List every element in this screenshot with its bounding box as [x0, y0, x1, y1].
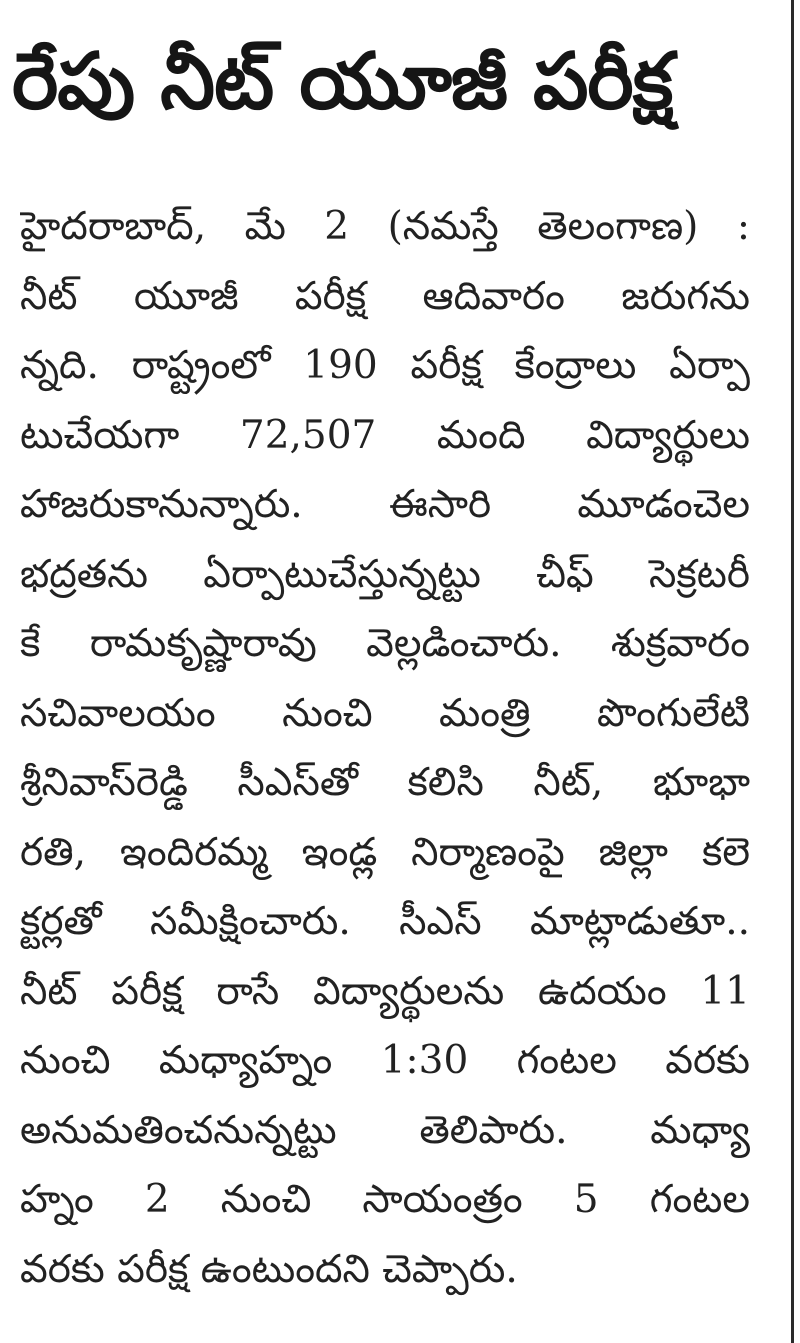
- article-line: హ్నం 2 నుంచి సాయంత్రం 5 గంటల: [20, 1177, 750, 1222]
- article-line: నీట్ యూజీ పరీక్ష ఆదివారం జరుగను: [20, 273, 750, 319]
- article-line: కే రామకృష్ణారావు వెల్లడించారు. శుక్రవారం: [20, 621, 750, 666]
- article-body: [20, 192, 750, 1304]
- article-line: రతి, ఇందిరమ్మ ఇండ్ల నిర్మాణంపై జిల్లా కలె: [20, 829, 750, 875]
- article-line: హైదరాబాద్, మే 2 (నమస్తే తెలంగాణ) :: [20, 204, 750, 249]
- article-headline: రేపు నీట్ యూజీ పరీక్ష: [12, 37, 673, 127]
- article-line: భద్రతను ఏర్పాటుచేస్తున్నట్టు చీఫ్ సెక్రటరీ: [20, 551, 750, 597]
- article-line: శ్రీనివాస్‌రెడ్డి సీఎస్‌తో కలిసి నీట్, భూభా: [20, 760, 750, 805]
- article-line: సచివాలయం నుంచి మంత్రి పొంగులేటి: [20, 690, 750, 736]
- article-line: వరకు పరీక్ష ఉంటుందని చెప్పారు.: [20, 1246, 518, 1292]
- article-line: నుంచి మధ్యాహ్నం 1:30 గంటల వరకు: [20, 1038, 750, 1083]
- article-line: క్టర్లతో సమీక్షించారు. సీఎస్ మాట్లాడుతూ..: [20, 899, 750, 944]
- article-line: న్నది. రాష్ట్రంలో 190 పరీక్ష కేంద్రాలు ఏర్పా: [20, 343, 750, 388]
- article-line: టుచేయగా 72,507 మంది విద్యార్థులు: [20, 412, 750, 458]
- column-border: [791, 0, 794, 1343]
- article-line: నీట్ పరీక్ష రాసే విద్యార్థులను ఉదయం 11: [20, 968, 750, 1014]
- article-line: హాజరుకానున్నారు. ఈసారి మూడంచెల: [20, 482, 750, 527]
- article-line: అనుమతించనున్నట్టు తెలిపారు. మధ్యా: [20, 1107, 750, 1153]
